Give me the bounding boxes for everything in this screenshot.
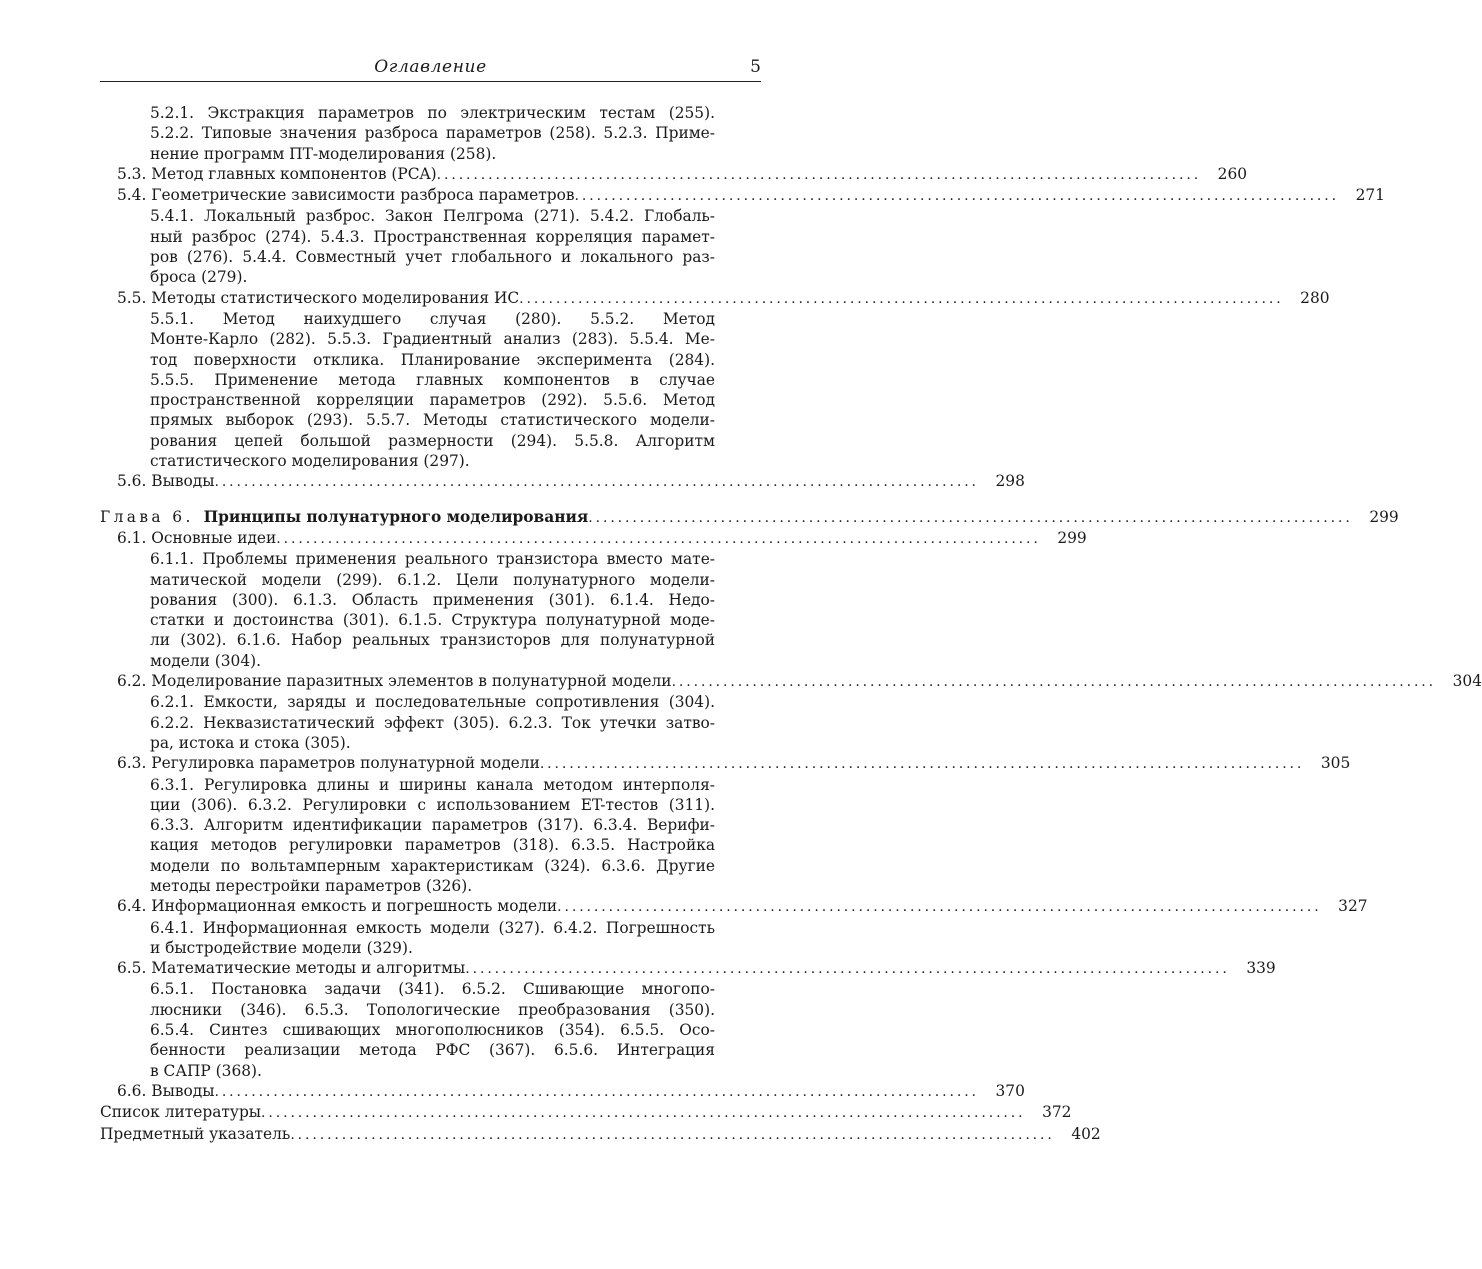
toc-page-number: 280	[1300, 288, 1330, 307]
toc-subsections-6-4	[100, 918, 762, 959]
chapter-prefix: Глава 6.	[100, 507, 194, 526]
text-line: матической модели (299). 6.1.2. Цели полунатурного модели-	[150, 570, 715, 589]
dot-leader: ........................................................................................................	[214, 474, 979, 491]
toc-chapter-6[interactable]	[100, 507, 1399, 528]
text-line: рования (300). 6.1.3. Область применения (301). 6.1.4. Недо-	[150, 590, 715, 609]
text-line: 6.1.1. Проблемы применения реального транзистора вместо мате-	[150, 550, 715, 569]
text-line: 6.5.1. Постановка задачи (341). 6.5.2. Сшивающие многопо-	[150, 980, 715, 999]
toc-page-number: 298	[995, 472, 1025, 491]
toc-subsections-5-2	[100, 103, 762, 164]
toc-entry-6-3[interactable]	[100, 753, 1351, 774]
text-line: 6.2.1. Емкости, заряды и последовательные сопротивления (304).	[150, 693, 715, 712]
toc-entry-label: 6.4. Информационная емкость и погрешность модели	[117, 897, 558, 916]
dot-leader: ........................................................................................................	[574, 188, 1339, 205]
toc-page-number: 299	[1057, 528, 1087, 547]
toc-entry-label: 5.3. Метод главных компонентов (PCA)	[117, 164, 437, 183]
text-line: пространственной корреляции параметров (292). 5.5.6. Метод	[150, 391, 715, 410]
running-head	[100, 57, 761, 81]
text-line: ра, истока и стока (305).	[150, 733, 351, 752]
toc-entry-label: 5.4. Геометрические зависимости разброса параметров	[117, 186, 575, 205]
dot-leader: ........................................................................................................	[290, 1126, 1055, 1143]
toc-subsections-6-5	[100, 979, 762, 1080]
text-line: 5.5.1. Метод наихудшего случая (280). 5.5.2. Метод	[150, 309, 715, 328]
toc-entry-5-6[interactable]	[100, 471, 1025, 492]
toc-page-number: 260	[1217, 164, 1248, 183]
text-line: в САПР (368).	[150, 1061, 262, 1080]
text-line: статки и достоинства (301). 6.1.5. Структура полунатурной моде-	[150, 611, 715, 630]
toc-entry-6-4[interactable]	[100, 896, 1368, 917]
toc-entry-6-1[interactable]	[100, 528, 1087, 549]
toc-entry-6-6[interactable]	[100, 1081, 1025, 1102]
toc-page-number: 402	[1071, 1124, 1101, 1143]
dot-leader: ........................................................................................................	[276, 530, 1041, 547]
toc-entry-6-2[interactable]	[100, 671, 1482, 692]
toc-entry-subject-index[interactable]	[100, 1124, 1101, 1145]
text-line: 6.3.1. Регулировка длины и ширины канала методом интерполя-	[150, 775, 715, 794]
chapter-label	[100, 507, 588, 527]
text-line: 5.2.1. Экстракция параметров по электрическим тестам (255).	[150, 104, 715, 122]
text-line: броса (279).	[150, 268, 248, 287]
toc-page-number: 339	[1246, 959, 1276, 978]
dot-leader: ........................................................................................................	[436, 166, 1202, 183]
dot-leader: ........................................................................................................	[671, 674, 1436, 691]
toc-subsections-6-1	[100, 549, 762, 671]
header-rule	[100, 81, 761, 82]
chapter-title: Принципы полунатурного моделирования	[203, 507, 589, 526]
toc-page-number: 327	[1338, 897, 1368, 916]
toc-page-number: 299	[1369, 507, 1399, 526]
dot-leader: ........................................................................................................	[465, 961, 1230, 978]
toc-entry-label: Предметный указатель	[100, 1124, 291, 1143]
text-line: тод поверхности отклика. Планирование эксперимента (284).	[150, 350, 715, 369]
text-line: кация методов регулировки параметров (318). 6.3.5. Настройка	[150, 836, 715, 855]
text-line: и быстродействие модели (329).	[150, 938, 413, 957]
text-line: ров (276). 5.4.4. Совместный учет глобального и локального раз-	[150, 248, 715, 267]
text-line: рования цепей большой размерности (294). 5.5.8. Алгоритм	[150, 431, 715, 450]
text-line: ли (302). 6.1.6. Набор реальных транзисторов для полунатурной	[150, 631, 715, 650]
text-line: Монте-Карло (282). 5.5.3. Градиентный анализ (283). 5.5.4. Ме-	[150, 330, 715, 349]
toc-subsections-5-5	[100, 309, 762, 471]
dot-leader: ........................................................................................................	[519, 290, 1284, 307]
text-line: модели (304).	[150, 651, 262, 670]
toc-entry-5-5[interactable]	[100, 288, 1330, 309]
toc-page-number: 304	[1452, 672, 1482, 691]
page-number: 5	[750, 57, 761, 77]
text-line: нение программ ПТ-моделирования (258).	[150, 144, 497, 163]
text-line: ции (306). 6.3.2. Регулировки с использованием ET-тестов (311).	[150, 795, 715, 814]
text-line: прямых выборок (293). 5.5.7. Методы статистического модели-	[150, 411, 715, 430]
toc-entry-label: 6.2. Моделирование паразитных элементов в полунатурной модели	[117, 672, 672, 691]
text-line: бенности реализации метода РФС (367). 6.5.6. Интеграция	[150, 1041, 715, 1060]
toc-entry-6-5[interactable]	[100, 958, 1276, 979]
toc-entry-label: 6.1. Основные идеи	[117, 528, 277, 547]
text-line: методы перестройки параметров (326).	[150, 876, 473, 895]
text-line: 6.2.2. Неквазистатический эффект (305). 6.2.3. Ток утечки затво-	[150, 713, 715, 732]
text-line: 5.4.1. Локальный разброс. Закон Пелгрома (271). 5.4.2. Глобаль-	[150, 207, 715, 226]
dot-leader: ........................................................................................................	[588, 509, 1353, 526]
dot-leader: ........................................................................................................	[557, 899, 1322, 916]
text-line: 6.4.1. Информационная емкость модели (327). 6.4.2. Погрешность	[150, 918, 715, 937]
toc-page-number: 372	[1042, 1103, 1072, 1122]
toc-entry-label: 6.6. Выводы	[117, 1081, 215, 1100]
dot-leader: ........................................................................................................	[539, 756, 1305, 773]
text-line: люсники (346). 6.5.3. Топологические преобразования (350).	[150, 1000, 715, 1019]
text-line: 6.5.4. Синтез сшивающих многополюсников (354). 6.5.5. Осо-	[150, 1021, 715, 1040]
text-line: статистического моделирования (297).	[150, 452, 470, 471]
text-line: модели по вольтамперным характеристикам (324). 6.3.6. Другие	[150, 856, 715, 875]
toc-subsections-5-4	[100, 206, 762, 287]
text-line: 5.2.2. Типовые значения разброса параметров (258). 5.2.3. Приме-	[150, 124, 715, 143]
toc-subsections-6-2	[100, 692, 762, 753]
toc-entry-label: 6.5. Математические методы и алгоритмы	[117, 959, 466, 978]
toc-entry-label: Список литературы	[100, 1103, 262, 1122]
dot-leader: ........................................................................................................	[261, 1105, 1026, 1122]
table-of-contents	[100, 103, 1482, 1145]
toc-page-number: 370	[995, 1081, 1025, 1100]
text-line: 6.3.3. Алгоритм идентификации параметров (317). 6.3.4. Верифи-	[150, 816, 715, 835]
chapter-spacer	[100, 493, 762, 507]
toc-page-number: 305	[1320, 754, 1351, 773]
toc-page-number: 271	[1355, 186, 1385, 205]
toc-entry-label: 5.6. Выводы	[117, 472, 215, 491]
toc-subsections-6-3	[100, 775, 762, 897]
dot-leader: ........................................................................................................	[214, 1083, 979, 1100]
text-line: 5.5.5. Применение метода главных компонентов в случае	[150, 370, 715, 389]
toc-entry-label: 5.5. Методы статистического моделирования ИС	[117, 288, 520, 307]
running-head-title: Оглавление	[374, 57, 487, 77]
toc-entry-5-3[interactable]	[100, 164, 1248, 185]
toc-entry-5-4[interactable]	[100, 185, 1385, 206]
toc-entry-references[interactable]	[100, 1102, 1072, 1123]
text-line: ный разброс (274). 5.4.3. Пространственная корреляция парамет-	[150, 227, 715, 246]
toc-entry-label: 6.3. Регулировка параметров полунатурной модели	[117, 754, 540, 773]
